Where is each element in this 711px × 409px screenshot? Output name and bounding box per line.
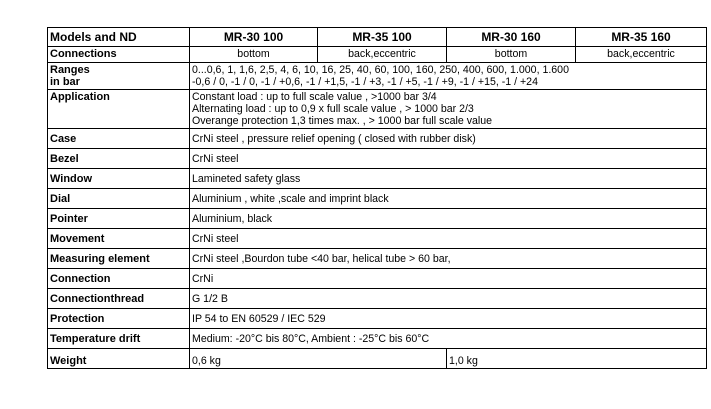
window-value: Lamineted safety glass <box>190 169 707 189</box>
measuring-element-value: CrNi steel ,Bourdon tube <40 bar, helical tube > 60 bar, <box>190 249 707 269</box>
header-row <box>48 28 707 47</box>
temperature-drift-label: Temperature drift <box>48 329 190 349</box>
connection-value-mr30-100: bottom <box>190 47 318 63</box>
connectionthread-label: Connectionthread <box>48 289 190 309</box>
ranges-label-line-1: Ranges <box>50 64 90 76</box>
ranges-label <box>48 63 190 90</box>
application-line-alternating: Alternating load : up to 0,9 x full scale value , > 1000 bar 2/3 <box>192 103 474 115</box>
temperature-drift-row <box>48 329 707 349</box>
model-mr35-160: MR-35 160 <box>576 28 707 47</box>
case-row <box>48 129 707 149</box>
pointer-label: Pointer <box>48 209 190 229</box>
pointer-row <box>48 209 707 229</box>
weight-row <box>48 349 707 369</box>
connection-value-mr35-100: back,eccentric <box>318 47 447 63</box>
weight-label: Weight <box>48 349 190 369</box>
connection-value: CrNi <box>190 269 707 289</box>
measuring-element-label: Measuring element <box>48 249 190 269</box>
model-mr30-100: MR-30 100 <box>190 28 318 47</box>
movement-value: CrNi steel <box>190 229 707 249</box>
bezel-value: CrNi steel <box>190 149 707 169</box>
protection-row <box>48 309 707 329</box>
weight-value-100: 0,6 kg <box>190 349 447 369</box>
application-value <box>190 90 707 129</box>
ranges-label-line-2: in bar <box>50 76 80 88</box>
temperature-drift-value: Medium: -20°C bis 80°C, Ambient : -25°C bis 60°C <box>190 329 707 349</box>
measuring-element-row <box>48 249 707 269</box>
connections-row <box>48 47 707 63</box>
application-line-constant: Constant load : up to full scale value , >1000 bar 3/4 <box>192 91 437 103</box>
case-label: Case <box>48 129 190 149</box>
connectionthread-row <box>48 289 707 309</box>
protection-label: Protection <box>48 309 190 329</box>
application-label: Application <box>48 90 190 129</box>
ranges-value <box>190 63 707 90</box>
connection-value-mr30-160: bottom <box>447 47 576 63</box>
movement-row <box>48 229 707 249</box>
specification-table <box>47 27 707 369</box>
application-row <box>48 90 707 129</box>
pointer-value: Aluminium, black <box>190 209 707 229</box>
dial-row <box>48 189 707 209</box>
model-mr35-100: MR-35 100 <box>318 28 447 47</box>
connection-value-mr35-160: back,eccentric <box>576 47 707 63</box>
ranges-row <box>48 63 707 90</box>
window-row <box>48 169 707 189</box>
ranges-line-positive: 0...0,6, 1, 1,6, 2,5, 4, 6, 10, 16, 25, 40, 60, 100, 160, 250, 400, 600, 1.000, 1.600 <box>192 64 569 76</box>
dial-value: Aluminium , white ,scale and imprint black <box>190 189 707 209</box>
models-label: Models and ND <box>48 28 190 47</box>
model-mr30-160: MR-30 160 <box>447 28 576 47</box>
connections-label: Connections <box>48 47 190 63</box>
ranges-line-compound: -0,6 / 0, -1 / 0, -1 / +0,6, -1 / +1,5, -1 / +3, -1 / +5, -1 / +9, -1 / +15, -1 / +24 <box>192 76 538 88</box>
connection-row <box>48 269 707 289</box>
window-label: Window <box>48 169 190 189</box>
bezel-row <box>48 149 707 169</box>
dial-label: Dial <box>48 189 190 209</box>
bezel-label: Bezel <box>48 149 190 169</box>
protection-value: IP 54 to EN 60529 / IEC 529 <box>190 309 707 329</box>
movement-label: Movement <box>48 229 190 249</box>
application-line-overrange: Overange protection 1,3 times max. , > 1000 bar full scale value <box>192 115 493 127</box>
connection-label: Connection <box>48 269 190 289</box>
case-value: CrNi steel , pressure relief opening ( closed with rubber disk) <box>190 129 707 149</box>
weight-value-160: 1,0 kg <box>447 349 707 369</box>
connectionthread-value: G 1/2 B <box>190 289 707 309</box>
